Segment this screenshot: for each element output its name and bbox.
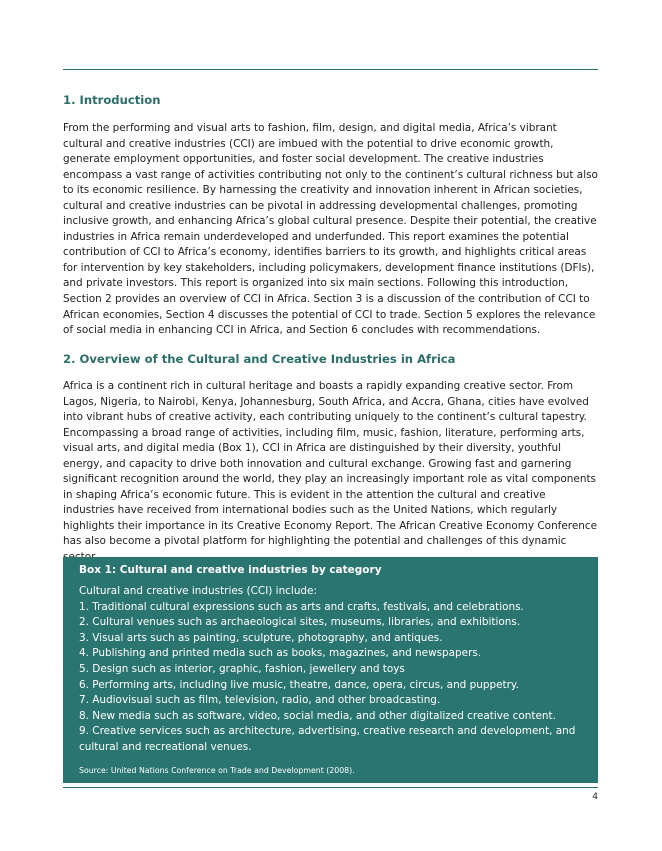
box-1-panel [63, 557, 598, 783]
box-1-item: 5. Design such as interior, graphic, fashion, jewellery and toys [79, 662, 405, 675]
box-1-item: 9. Creative services such as architecture, advertising, creative research and development, and cultural and recreational venues. [79, 725, 576, 753]
box-1-item: 4. Publishing and printed media such as books, magazines, and newspapers. [79, 647, 482, 660]
box-1-source: Source: United Nations Conference on Trade and Development (2008). [79, 765, 355, 775]
box-1-item: 7. Audiovisual such as film, television, radio, and other broadcasting. [79, 694, 441, 707]
box-1-intro: Cultural and creative industries (CCI) include: [79, 585, 317, 597]
box-1-title: Box 1: Cultural and creative industries by category [79, 564, 382, 576]
section-1-heading: 1. Introduction [63, 93, 161, 107]
section-2-heading: 2. Overview of the Cultural and Creative Industries in Africa [63, 352, 456, 366]
box-1-item: 1. Traditional cultural expressions such as arts and crafts, festivals, and celebrations. [79, 600, 524, 613]
box-1-item: 3. Visual arts such as painting, sculpture, photography, and antiques. [79, 631, 443, 644]
box-1-item: 8. New media such as software, video, social media, and other digitalized creative content. [79, 709, 556, 722]
page-number: 4 [592, 792, 598, 802]
bottom-divider [63, 787, 598, 788]
section-1-paragraph: From the performing and visual arts to fashion, film, design, and digital media, Africa’s vibrant cultural and creative industries (CCI) are imbued with the potential to drive economic growth, generate employment opportunities, and foster social development. The creative industries encompass a vast range of activities contributing not only to the continent’s cultural richness but also to its economic resilience. By harnessing the creativity and innovation inherent in African societies, cultural and creative industries can be pivotal in addressing developmental challenges, promoting inclusive growth, and enhancing Africa’s global cultural presence. Despite their potential, the creative industries in Africa remain underdeveloped and underfunded. This report examines the potential contribution of CCI to Africa’s economy, identifies barriers to its growth, and highlights critical areas for intervention by key stakeholders, including policymakers, development finance institutions (DFIs), and private investors. This report is organized into six main sections. Following this introduction, Section 2 provides an overview of CCI in Africa. Section 3 is a discussion of the contribution of CCI to African economies, Section 4 discusses the potential of CCI to trade. Section 5 explores the relevance of social media in enhancing CCI in Africa, and Section 6 concludes with recommendations. [63, 122, 598, 337]
box-1-item: 2. Cultural venues such as archaeological sites, museums, libraries, and exhibitions. [79, 616, 521, 629]
top-divider [63, 69, 598, 70]
section-2-paragraph: Africa is a continent rich in cultural heritage and boasts a rapidly expanding creative sector. From Lagos, Nigeria, to Nairobi, Kenya, Johannesburg, South Africa, and Accra, Ghana, cities have evolved into vibrant hubs of creative activity, each contributing uniquely to the continent’s cultural tapestry. Encompassing a broad range of activities, including film, music, fashion, literature, performing arts, visual arts, and digital media (Box 1), CCI in Africa are distinguished by their diversity, youthful energy, and capacity to drive both innovation and cultural exchange. Growing fast and garnering significant recognition around the world, they play an increasingly important role as vital components in shaping Africa’s economic future. This is evident in the attention the cultural and creative industries have received from international bodies such as the United Nations, which regularly highlights their importance in its Creative Economy Report. The African Creative Economy Conference has also become a pivotal platform for highlighting the potential and challenges of this dynamic [63, 380, 598, 548]
box-1-item: 6. Performing arts, including live music, theatre, dance, opera, circus, and puppetry. [79, 678, 519, 691]
